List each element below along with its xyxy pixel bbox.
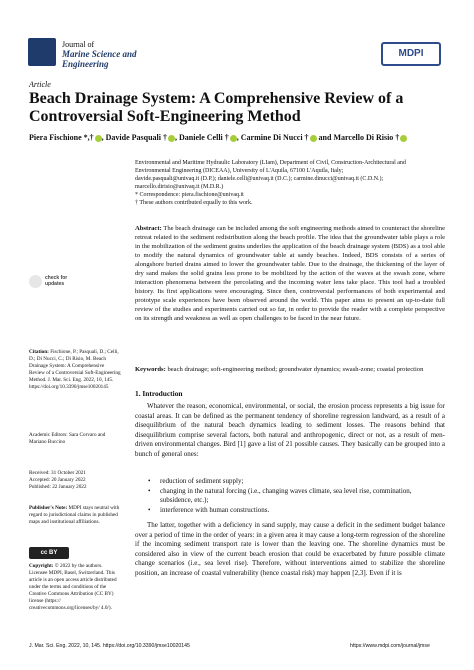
citation-label: Citation: bbox=[29, 349, 49, 355]
check-updates-line2: updates bbox=[45, 281, 65, 287]
footer-journal-link[interactable]: https://www.mdpi.com/journal/jmse bbox=[350, 643, 430, 649]
editors-text: Sara Corvaro and Mariano Buccino bbox=[29, 432, 106, 445]
abstract-label: Abstract: bbox=[135, 225, 162, 232]
journal-name: Marine Science and Engineering bbox=[62, 49, 137, 69]
check-for-updates-badge[interactable] bbox=[29, 275, 89, 289]
orcid-icon[interactable] bbox=[310, 135, 317, 142]
check-updates-icon bbox=[29, 275, 42, 288]
citation-block bbox=[29, 349, 121, 391]
keywords-label: Keywords: bbox=[135, 366, 166, 373]
author-name[interactable]: Davide Pasquali † bbox=[105, 133, 167, 142]
list-item: • changing in the natural forcing (i.e., changing waves climate, sea level rise, commination, subsidence, etc.); bbox=[148, 487, 445, 506]
body-paragraph: Whatever the reason, economical, environmental, or social, the erosion process represents a big issue for coastal areas. It can be defined as the permanent tendency of shoreline regression landward, as a result of a disequilibrium of the natural beach dynamics leading to sediment losses. The reasons behind that disequilibrium comprise several factors, both natural and anthropogenic, direct or not, as a result of men-driven environmental changes. Bird [1] gave a list of 21 possible causes. They basically can be grouped into a bunch of general ones: bbox=[135, 402, 445, 458]
mdpi-logo[interactable]: MDPI bbox=[381, 42, 441, 66]
keywords-text: beach drainage; soft-engineering method; groundwater dynamics; swash-zone; coastal protection bbox=[167, 366, 424, 373]
author-list: Piera Fischione *,† , Davide Pasquali † , Daniele Celli † , Carmine Di Nucci † and Marcello Di Risio † bbox=[29, 133, 459, 142]
academic-editors bbox=[29, 432, 121, 446]
copyright-text: © 2022 by the authors. Licensee MDPI, Basel, Switzerland. This article is an open access article distributed under the terms and conditions of the Creative Commons Attribution (CC BY) license (https:// creativecommons.org/licenses/by/ 4.0/). bbox=[29, 563, 117, 611]
author-name[interactable]: and Marcello Di Risio † bbox=[318, 133, 400, 142]
author-name[interactable]: Carmine Di Nucci † bbox=[240, 133, 309, 142]
published-date: Published: 22 January 2022 bbox=[29, 484, 87, 490]
footer-citation[interactable]: J. Mar. Sci. Eng. 2022, 10, 145. https://doi.org/10.3390/jmse10020145 bbox=[29, 643, 190, 649]
correspondence[interactable]: * Correspondence: piera.fischione@univaq.it bbox=[135, 192, 244, 198]
affiliation-emails[interactable]: davide.pasquali@univaq.it (D.P.); daniele.celli@univaq.it (D.C.); carmine.dinucci@univaq.it (C.D.N.); bbox=[135, 176, 384, 182]
cc-by-license-icon[interactable]: cc BY bbox=[29, 547, 69, 559]
bullet-list bbox=[148, 477, 445, 515]
list-item: • reduction of sediment supply; bbox=[148, 477, 445, 487]
article-type-label: Article bbox=[29, 80, 51, 89]
affiliation-block bbox=[135, 159, 445, 207]
affiliation-emails[interactable]: marcello.dirisio@univaq.it (M.D.R.) bbox=[135, 184, 224, 190]
list-item: • interference with human constructions. bbox=[148, 506, 445, 516]
affiliation-line: Environmental and Maritime Hydraulic Laboratory (LIam), Department of Civil, Construction-Architectural and bbox=[135, 160, 406, 166]
author-name[interactable]: Piera Fischione *,† bbox=[29, 133, 94, 142]
orcid-icon[interactable] bbox=[400, 135, 407, 142]
orcid-icon[interactable] bbox=[168, 135, 175, 142]
publisher-note-label: Publisher's Note: bbox=[29, 505, 68, 511]
keywords bbox=[135, 365, 445, 374]
publisher-note bbox=[29, 505, 121, 526]
orcid-icon[interactable] bbox=[230, 135, 237, 142]
copyright-label: Copyright: bbox=[29, 563, 54, 569]
author-name[interactable]: Daniele Celli † bbox=[179, 133, 229, 142]
journal-logo bbox=[28, 38, 56, 66]
article-title: Beach Drainage System: A Comprehensive Review of a Controversial Soft-Engineering Method bbox=[29, 90, 404, 125]
check-updates-line1: check for bbox=[45, 275, 68, 281]
section-heading: 1. Introduction bbox=[135, 389, 183, 398]
dates-block bbox=[29, 470, 121, 491]
equal-contribution-note: † These authors contributed equally to this work. bbox=[135, 200, 253, 206]
citation-text: Fischione, P.; Pasquali, D.; Celli, D.; Di Nucci, C.; Di Risio, M. Beach Drainage System: A Comprehensive Review of a Controversial Soft-Engineering Method. J. Mar. Sci. Eng. 2022, 10, 145. https://doi.org/10.3390/jmse10020145 bbox=[29, 349, 121, 390]
editors-label: Academic Editors: bbox=[29, 432, 68, 438]
body-paragraph: The latter, together with a deficiency in sand supply, may cause a deficit in the sediment budget balance over a period of time in the order of years: in a given area it may cause a long-term regression of the shoreline if the incoming sediment transport rate is lower than the leaving one. The shoreline dynamics must be considered also in view of the current beach erosion that could be exacerbated by future possible climate change scenarios (i.e., sea level rise). Therefore, without interventions aimed to stabilize the shoreline position, an increase of coastal vulnerability (hence coastal risk) may happen [2,3]. Even if it is bbox=[135, 521, 445, 577]
affiliation-line: Environmental Engineering (DICEAA), University of L'Aquila, 67100 L'Aquila, Italy; bbox=[135, 168, 344, 174]
received-date: Received: 31 October 2021 bbox=[29, 470, 86, 476]
copyright-block bbox=[29, 563, 121, 612]
publisher-note-text: MDPI stays neutral with regard to jurisdictional claims in published maps and institutional affiliations. bbox=[29, 505, 120, 525]
abstract bbox=[135, 224, 445, 323]
abstract-text: The beach drainage can be included among the soft engineering methods aimed to counteract the shoreline retreat related to the sediment redistribution along the beach profile. The idea that the groundwater table plays a role in the mobilization of the sediment grains underlies the application of the beach drainage system (BDS) as a tool able to modify the natural dynamics of groundwater table at sandy beaches. Indeed, BDS consists of a series of alongshore buried drains aimed to lower the groundwater table. Due to the drainage, the thickening of the layer of dry sand makes the solid grains less prone to be mobilized by the action of the waves at the swash zone, where interaction phenomena between the percolating and the incoming water lens take place. This tool had a troubled history. Its first applications were encouraging. Since then, controversial performances of both experimental and prototype scale experiences have been observed around the world. This paper aims to present an up-to-date full review of the studies and experiments carried out so far, in order to provide the reader with a complete perspective on its strength and weakness as well as open challenges to be faced in the near future. bbox=[135, 225, 445, 322]
orcid-icon[interactable] bbox=[95, 135, 102, 142]
accepted-date: Accepted: 20 January 2022 bbox=[29, 477, 86, 483]
journal-of-label: Journal of bbox=[62, 40, 95, 49]
